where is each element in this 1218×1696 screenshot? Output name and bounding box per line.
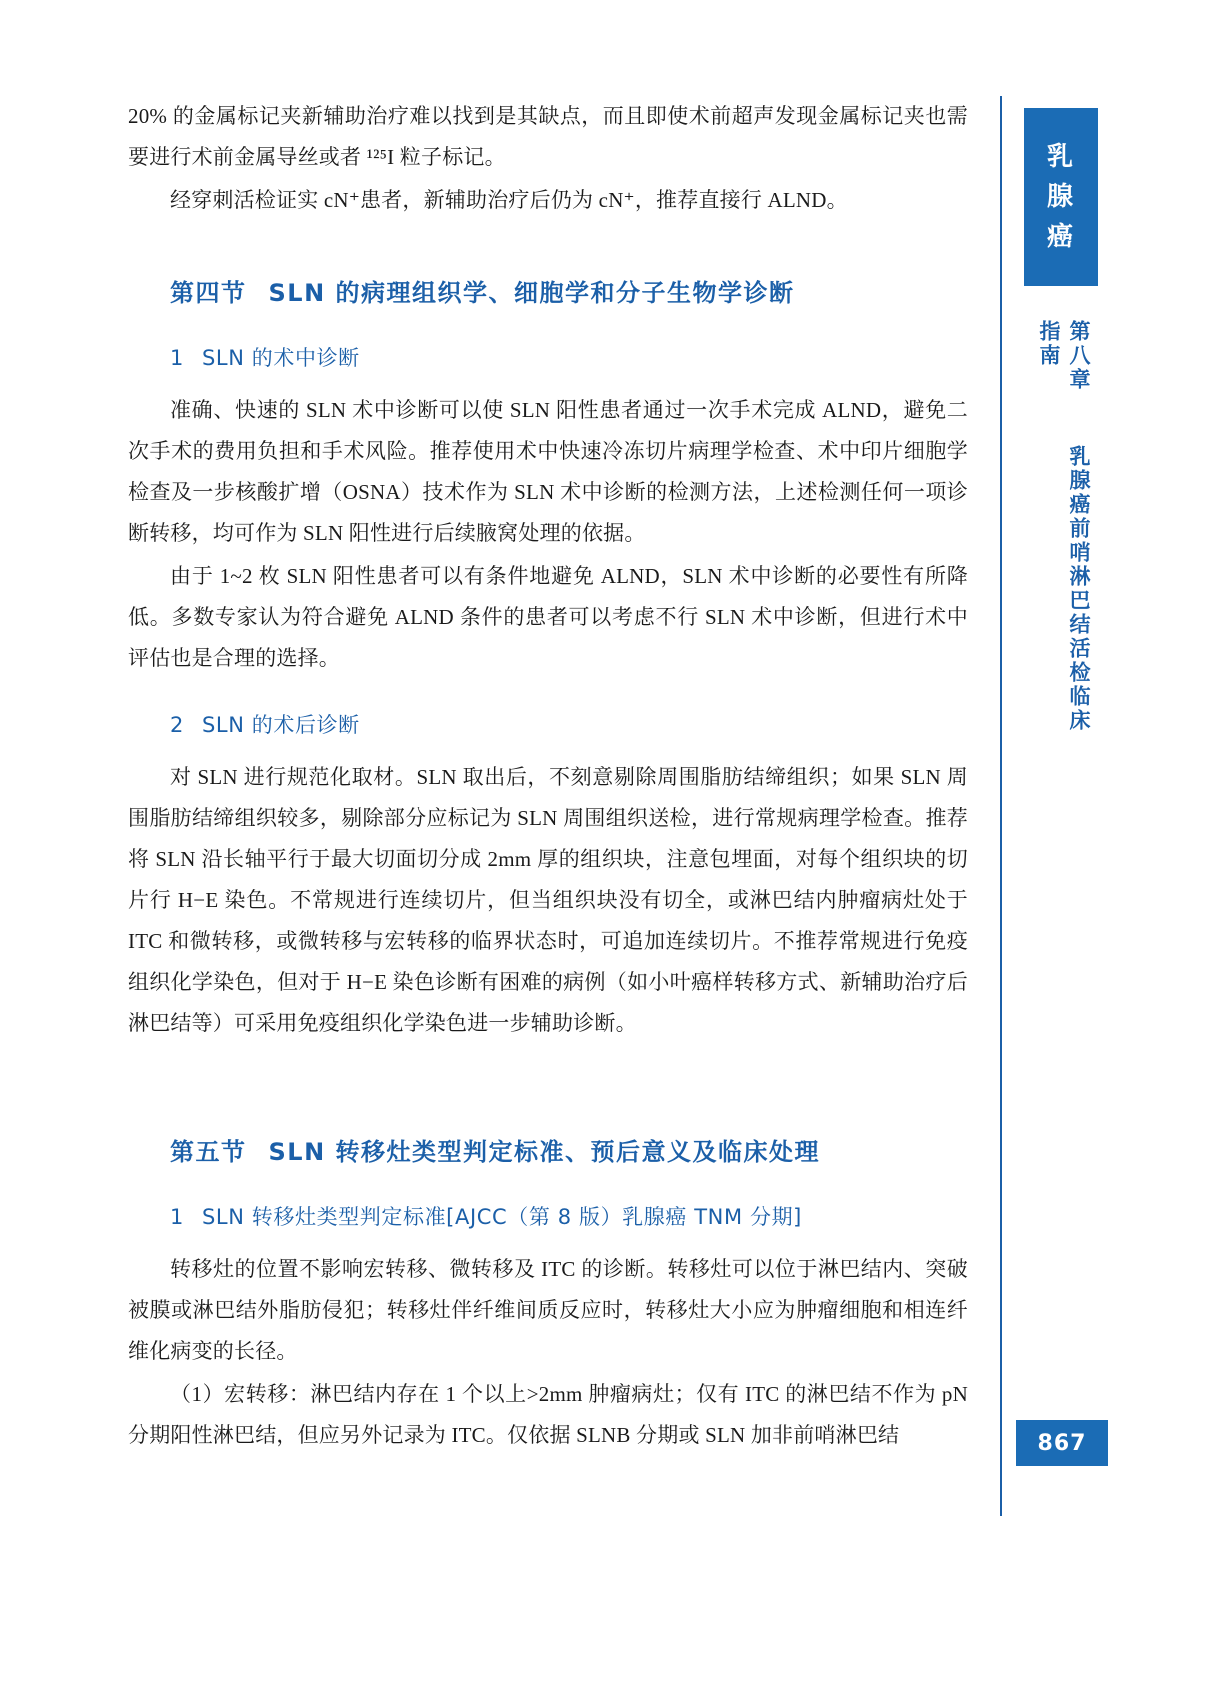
page-body-text	[128, 96, 968, 1458]
paragraph-3-2: （1）宏转移：淋巴结内存在 1 个以上>2mm 肿瘤病灶；仅有 ITC 的淋巴结不作为 pN 分期阳性淋巴结，但应另外记录为 ITC。仅依据 SLNB 分期或 SLN 加非前哨淋巴结	[128, 1382, 968, 1447]
subsection-title-3: SLN 转移灶类型判定标准[AJCC（第 8 版）乳腺癌 TNM 分期]	[201, 1205, 802, 1229]
subsection-number-1: 1	[170, 346, 184, 370]
subsection-title-1: SLN 的术中诊断	[201, 346, 360, 370]
page-number-badge: 867	[1016, 1420, 1108, 1466]
side-chapter-title: 乳腺癌前哨淋巴结活检临床指南	[1037, 320, 1091, 733]
side-chapter-number: 第八章	[1067, 320, 1091, 392]
subsection-heading-2	[170, 709, 968, 739]
paragraph-2-1: 对 SLN 进行规范化取材。SLN 取出后，不刻意剔除周围脂肪结缔组织；如果 SLN 周围脂肪结缔组织较多，剔除部分应标记为 SLN 周围组织送检，进行常规病理学检查。推荐将 SLN 沿长轴平行于最大切面切分成 2mm 厚的组织块，注意包埋面，对每个组织块的切片行 H−E 染色。不常规进行连续切片，但当组织块没有切全，或淋巴结内肿瘤病灶处于 ITC 和微转移，或微转移与宏转移的临界状态时，可追加连续切片。不推荐常规进行免疫组织化学染色，但对于 H−E 染色诊断有困难的病例（如小叶癌样转移方式、新辅助治疗后淋巴结等）可采用免疫组织化学染色进一步辅助诊断。	[128, 765, 968, 1035]
side-tab-char-1: 乳	[1046, 142, 1075, 172]
paragraph-1-1: 准确、快速的 SLN 术中诊断可以使 SLN 阳性患者通过一次手术完成 ALND，避免二次手术的费用负担和手术风险。推荐使用术中快速冷冻切片病理学检查、术中印片细胞学检查及一步核酸扩增（OSNA）技术作为 SLN 术中诊断的检测方法，上述检测任何一项诊断转移，均可作为 SLN 阳性进行后续腋窝处理的依据。	[128, 398, 968, 545]
subsection-number-2: 2	[170, 713, 184, 737]
section-number-5: 第五节	[170, 1138, 247, 1166]
section-heading-4	[170, 273, 968, 308]
paragraph-3-1: 转移灶的位置不影响宏转移、微转移及 ITC 的诊断。转移灶可以位于淋巴结内、突破被膜或淋巴结外脂肪侵犯；转移灶伴纤维间质反应时，转移灶大小应为肿瘤细胞和相连纤维化病变的长径。	[128, 1257, 968, 1363]
column-divider-rule	[1000, 96, 1002, 1516]
side-tab-breast-cancer	[1024, 108, 1098, 286]
spacer	[128, 1046, 968, 1080]
side-tab-char-3: 癌	[1046, 222, 1075, 252]
section-heading-5	[170, 1132, 968, 1167]
subsection-number-3: 1	[170, 1205, 184, 1229]
paragraph-top-2: 经穿刺活检证实 cN⁺患者，新辅助治疗后仍为 cN⁺，推荐直接行 ALND。	[170, 188, 848, 212]
side-tab-char-2: 腺	[1046, 182, 1075, 212]
subsection-heading-1	[170, 342, 968, 372]
side-running-title	[1030, 320, 1094, 740]
section-title-5: SLN 转移灶类型判定标准、预后意义及临床处理	[268, 1138, 821, 1166]
subsection-title-2: SLN 的术后诊断	[201, 713, 360, 737]
paragraph-top-1: 20% 的金属标记夹新辅助治疗难以找到是其缺点，而且即使术前超声发现金属标记夹也需要进行术前金属导丝或者 ¹²⁵I 粒子标记。	[128, 104, 968, 169]
subsection-heading-3	[170, 1201, 968, 1231]
paragraph-1-2: 由于 1~2 枚 SLN 阳性患者可以有条件地避免 ALND，SLN 术中诊断的必要性有所降低。多数专家认为符合避免 ALND 条件的患者可以考虑不行 SLN 术中诊断，但进行术中评估也是合理的选择。	[128, 564, 968, 670]
section-title-4: SLN 的病理组织学、细胞学和分子生物学诊断	[268, 279, 795, 307]
section-number-4: 第四节	[170, 279, 247, 307]
